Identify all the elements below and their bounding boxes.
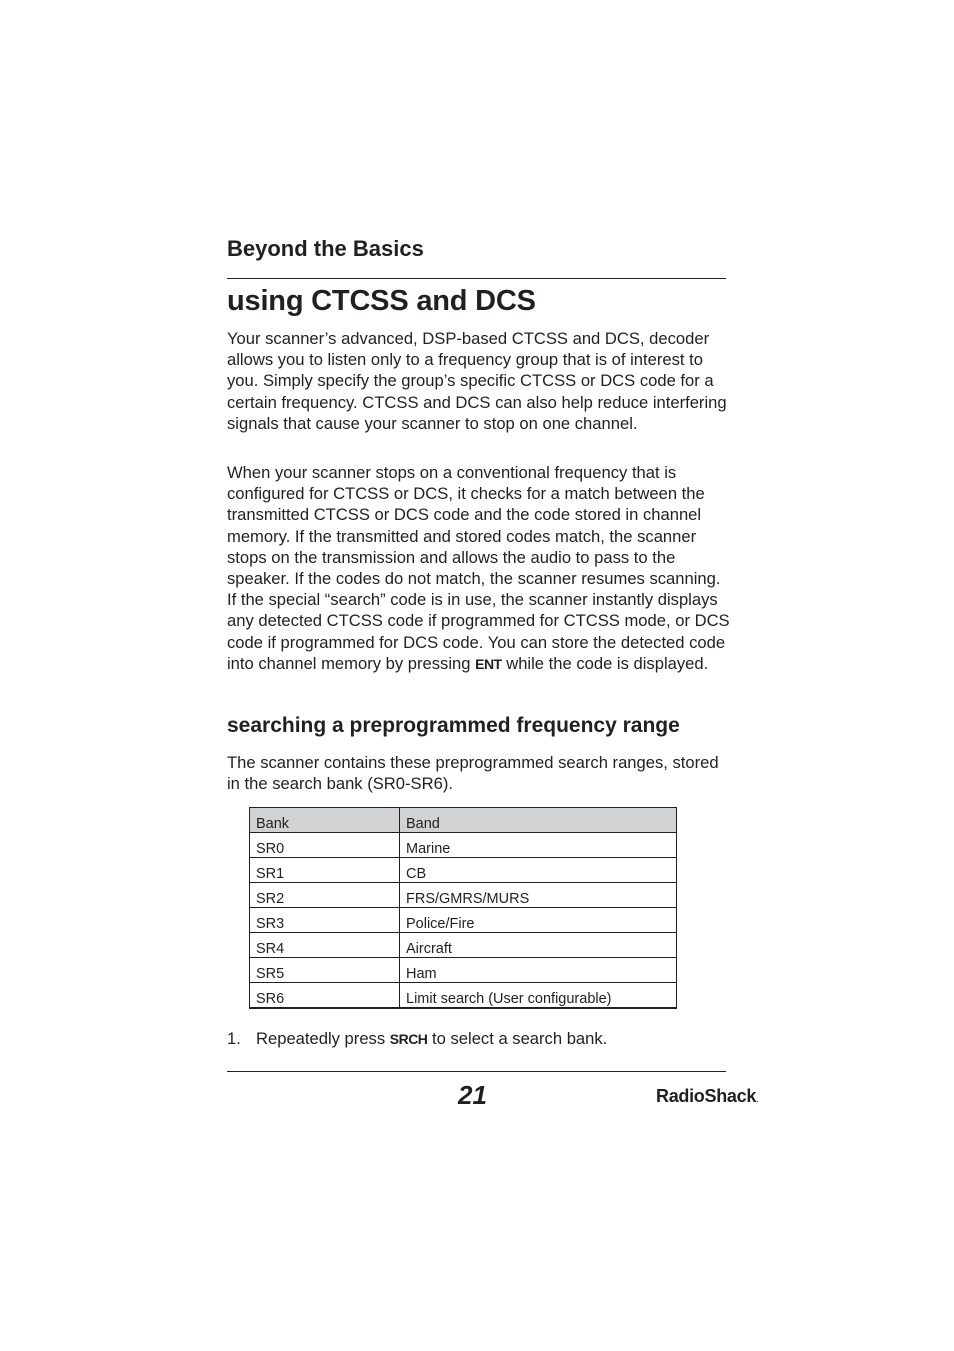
match-paragraph xyxy=(227,462,732,675)
srch-key-label: SRCH xyxy=(389,1031,428,1047)
bank-cell: SR4 xyxy=(250,933,400,958)
paragraph-text-end: while the code is displayed. xyxy=(501,653,709,673)
band-cell: Police/Fire xyxy=(400,908,677,933)
band-cell: Aircraft xyxy=(400,933,677,958)
bank-cell: SR0 xyxy=(250,833,400,858)
step-number: 1. xyxy=(227,1029,241,1048)
band-cell: FRS/GMRS/MURS xyxy=(400,883,677,908)
table-row xyxy=(250,833,677,858)
table-row xyxy=(250,908,677,933)
brand-suffix: . xyxy=(756,1094,759,1105)
table-row xyxy=(250,933,677,958)
page-title: using CTCSS and DCS xyxy=(227,285,536,317)
search-bank-table xyxy=(249,807,677,1009)
radioshack-logo xyxy=(656,1086,759,1107)
section-header: Beyond the Basics xyxy=(227,236,424,261)
brand-name: RadioShack xyxy=(656,1086,757,1106)
bottom-divider xyxy=(227,1071,726,1072)
band-cell: CB xyxy=(400,858,677,883)
bank-cell: SR3 xyxy=(250,908,400,933)
top-divider xyxy=(227,278,726,279)
table-row xyxy=(250,858,677,883)
table-row xyxy=(250,983,677,1009)
band-cell: Limit search (User configurable) xyxy=(400,983,677,1009)
bank-cell: SR1 xyxy=(250,858,400,883)
paragraph-text: When your scanner stops on a conventional frequency that is configured for CTCSS or DCS, it checks for a match between the transmitted CTCSS or DCS code and the code stored in channel memory. If the transmitted and stored codes match, the scanner stops on the transmission and allows the audio to pass to the speaker. If the codes do not match, the scanner resumes scanning. If the special “search” code is in use, the scanner instantly displays any detected CTCSS code if programmed for CTCSS mode, or DCS code if programmed for DCS code. You can store the detected code into channel memory by pressing xyxy=(227,463,730,673)
bank-cell: SR6 xyxy=(250,983,400,1009)
header-bank: Bank xyxy=(250,808,400,833)
band-cell: Ham xyxy=(400,958,677,983)
step-item xyxy=(227,1028,607,1050)
header-band: Band xyxy=(400,808,677,833)
subsection-title: searching a preprogrammed frequency range xyxy=(227,714,680,737)
table-row xyxy=(250,958,677,983)
table-header-row xyxy=(250,808,677,833)
table-row xyxy=(250,883,677,908)
search-intro-paragraph: The scanner contains these preprogrammed search ranges, stored in the search bank (SR0-SR6). xyxy=(227,753,719,794)
band-cell: Marine xyxy=(400,833,677,858)
ent-key-label: ENT xyxy=(475,655,502,672)
step-text-end: to select a search bank. xyxy=(427,1029,608,1048)
bank-cell: SR2 xyxy=(250,883,400,908)
step-text: Repeatedly press xyxy=(256,1029,390,1048)
bank-cell: SR5 xyxy=(250,958,400,983)
page-number: 21 xyxy=(458,1080,487,1110)
intro-paragraph: Your scanner’s advanced, DSP-based CTCSS and DCS, decoder allows you to listen only to a frequency group that is of interest to you. Simply specify the group’s specific CTCSS or DCS code for a certain frequency. CTCSS and DCS can also help reduce interfering signals that cause your scanner to stop on one channel. xyxy=(227,329,727,433)
